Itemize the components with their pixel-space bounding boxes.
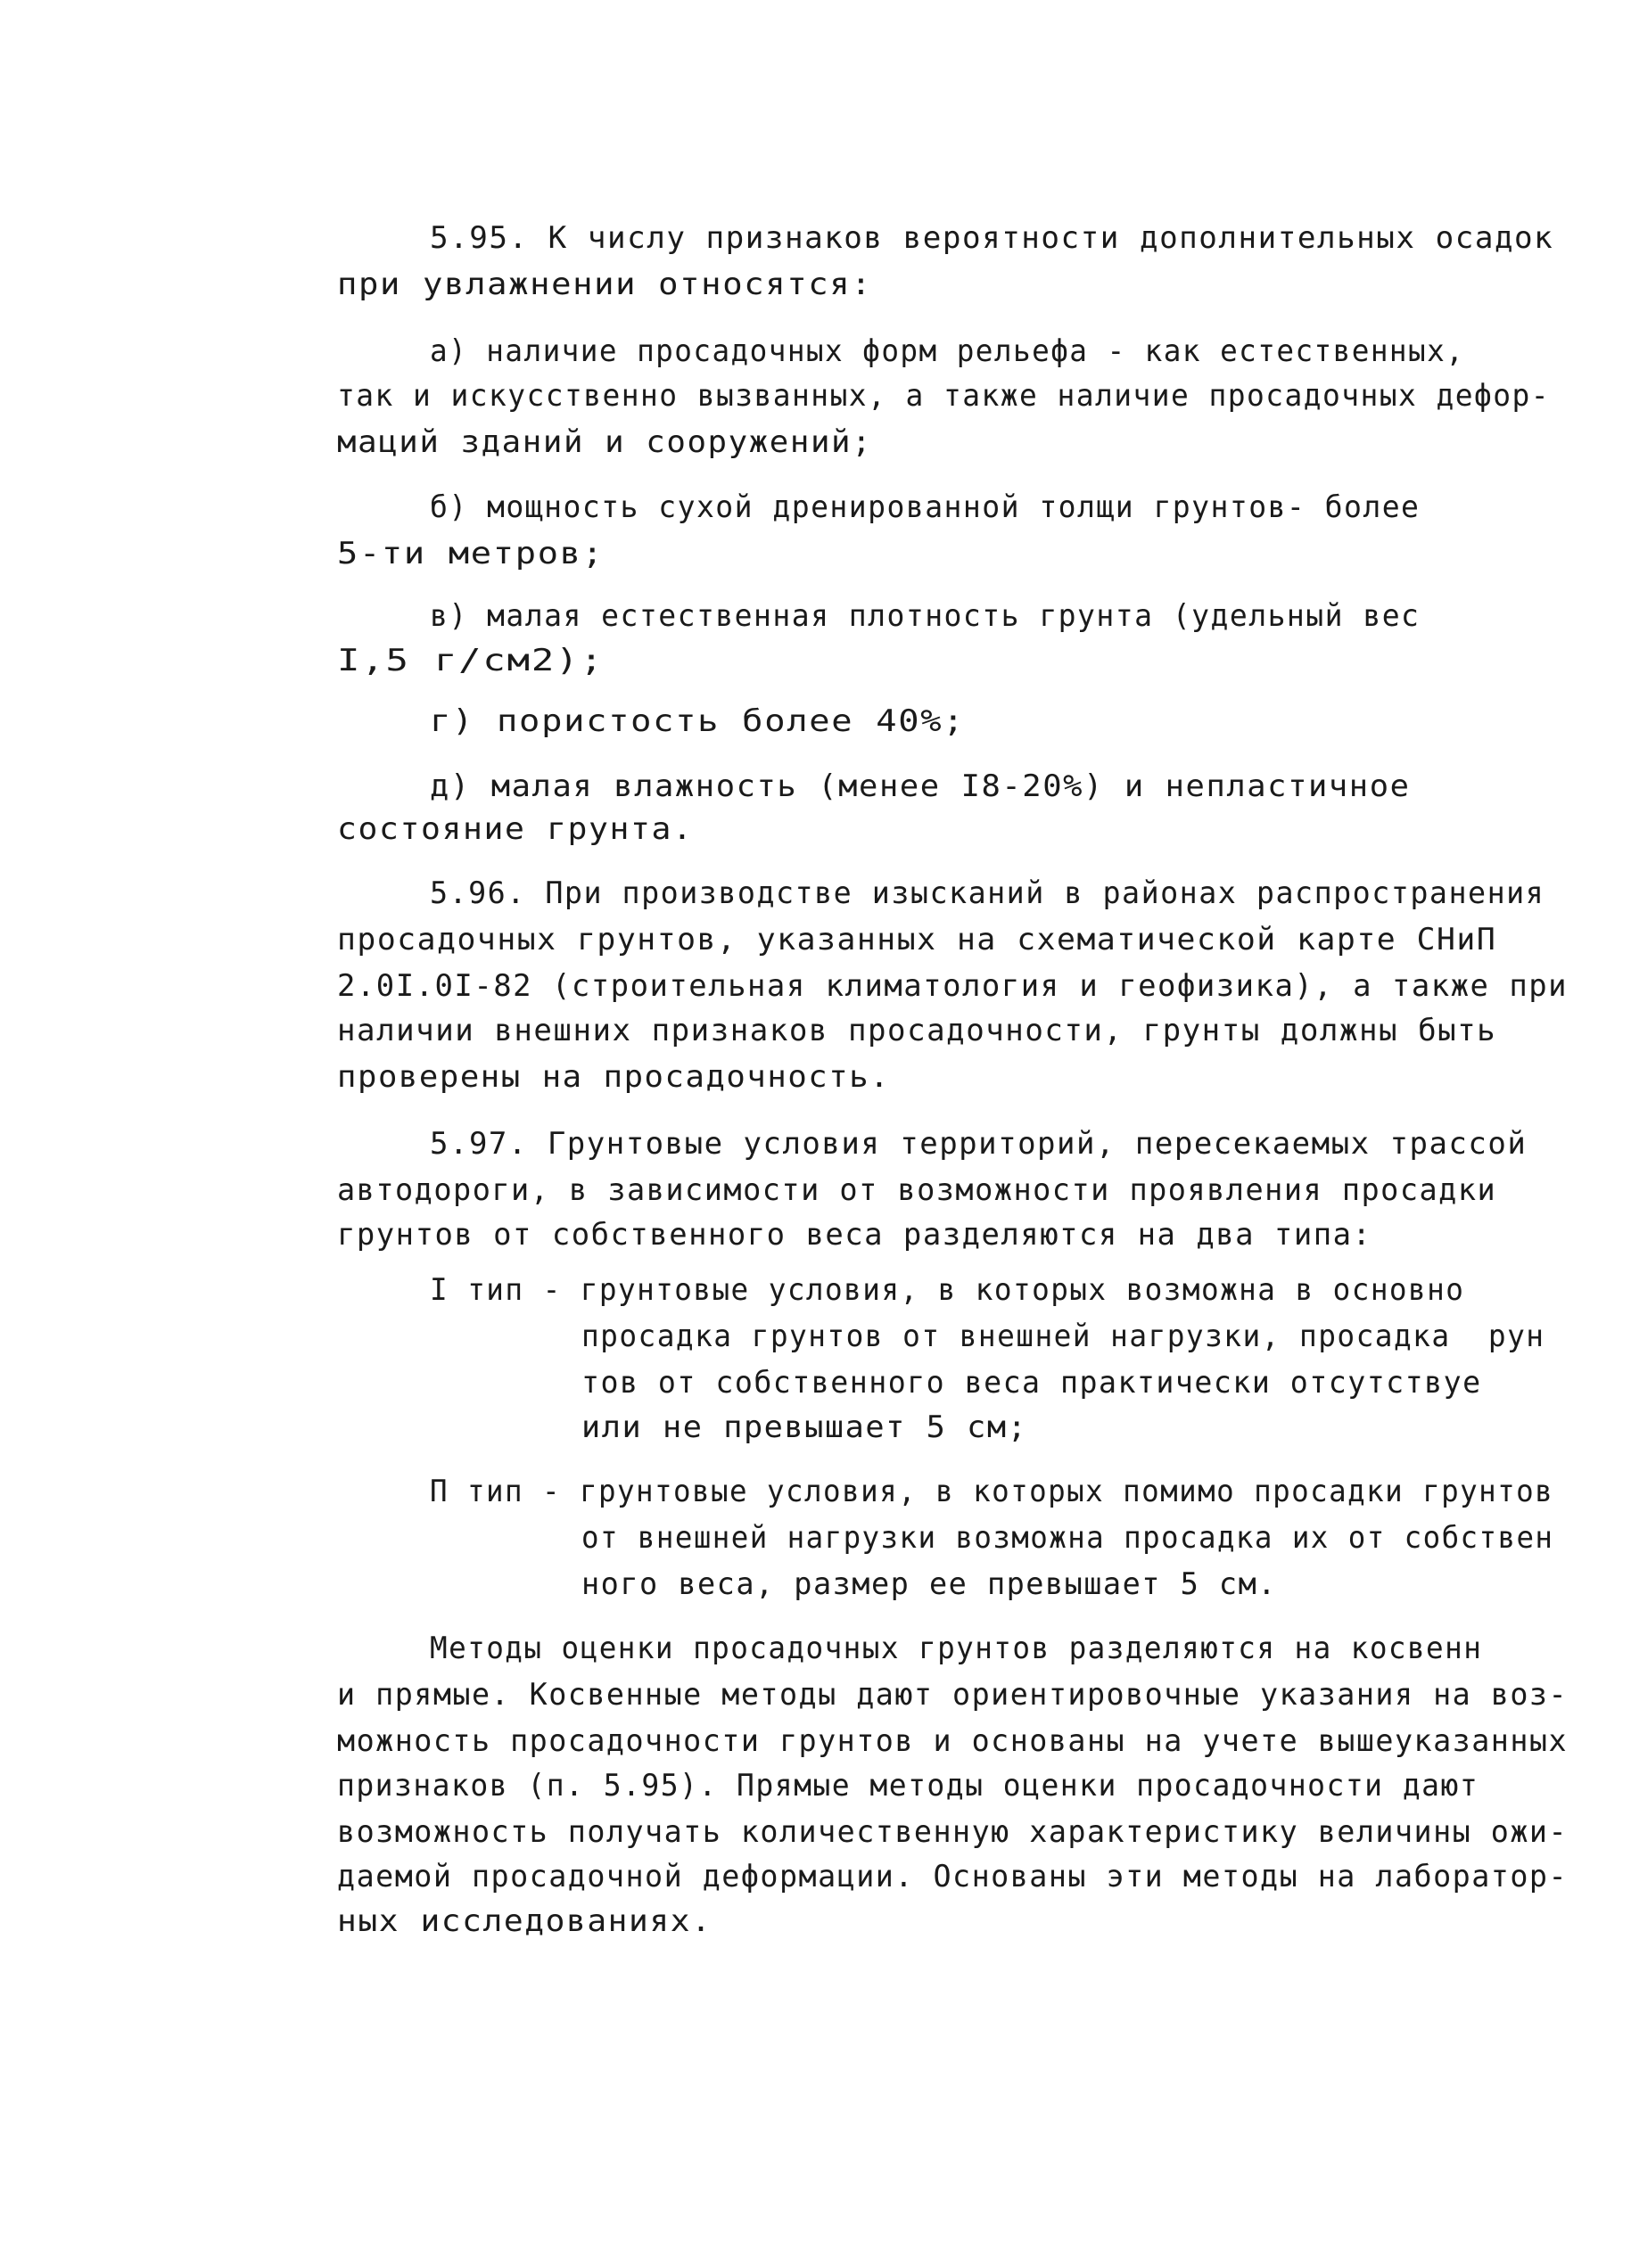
text-line: 2.0I.0I-82 (строительная климатология и геофизика), а также при <box>337 968 1569 1004</box>
text-line: можность просадочности грунтов и основаны на учете вышеуказанных <box>337 1723 1569 1759</box>
text-line: Методы оценки просадочных грунтов разделяются на косвенн <box>430 1631 1483 1666</box>
text-line: I тип - грунтовые условия, в которых возможна в основно <box>430 1272 1465 1308</box>
text-line: наличии внешних признаков просадочности, грунты должны быть <box>337 1013 1497 1048</box>
text-line: так и искусственно вызванных, а также наличие просадочных дефор- <box>337 378 1551 414</box>
text-line: I,5 г/см2); <box>337 643 605 678</box>
text-line: в) малая естественная плотность грунта (удельный вес <box>430 598 1421 634</box>
text-line: признаков (п. 5.95). Прямые методы оценки просадочности дают <box>337 1768 1479 1804</box>
text-line: даемой просадочной деформации. Основаны эти методы на лаборатор- <box>337 1859 1569 1894</box>
text-line: г) пористость более 40%; <box>430 703 966 739</box>
text-line: а) наличие просадочных форм рельефа - как естественных, <box>430 333 1465 369</box>
text-line: от внешней нагрузки возможна просадка их от собствен <box>581 1520 1554 1556</box>
text-line: ных исследованиях. <box>337 1903 713 1939</box>
text-line: проверены на просадочность. <box>337 1059 891 1095</box>
text-line: грунтов от собственного веса разделяются на два типа: <box>337 1217 1372 1253</box>
text-line: П тип - грунтовые условия, в которых помимо просадки грунтов <box>430 1474 1554 1509</box>
text-line: или не превышает 5 см; <box>581 1409 1028 1445</box>
text-line: и прямые. Косвенные методы дают ориентировочные указания на воз- <box>337 1677 1569 1713</box>
text-line: просадка грунтов от внешней нагрузки, просадка рун <box>581 1319 1545 1354</box>
text-line: тов от собственного веса практически отсутствуе <box>581 1365 1482 1401</box>
text-line: 5.95. К числу признаков вероятности дополнительных осадок <box>430 220 1554 256</box>
text-line: 5.96. При производстве изысканий в районах распространения <box>430 875 1545 911</box>
text-line: возможность получать количественную характеристику величины ожи- <box>337 1814 1569 1850</box>
text-line: д) малая влажность (менее I8-20%) и непластичное <box>430 768 1411 804</box>
text-line: 5-ти метров; <box>337 536 605 571</box>
text-line: автодороги, в зависимости от возможности проявления просадки <box>337 1172 1497 1208</box>
text-line: ного веса, размер ее превышает 5 см. <box>581 1566 1277 1602</box>
text-line: б) мощность сухой дренированной толщи грунтов- более <box>430 489 1421 525</box>
text-line: просадочных грунтов, указанных на схематической карте СНиП <box>337 922 1497 957</box>
text-line: состояние грунта. <box>337 811 694 847</box>
text-line: при увлажнении относятся: <box>337 267 873 302</box>
text-line: 5.97. Грунтовые условия территорий, пересекаемых трассой <box>430 1126 1528 1162</box>
text-line: маций зданий и сооружений; <box>337 424 873 460</box>
